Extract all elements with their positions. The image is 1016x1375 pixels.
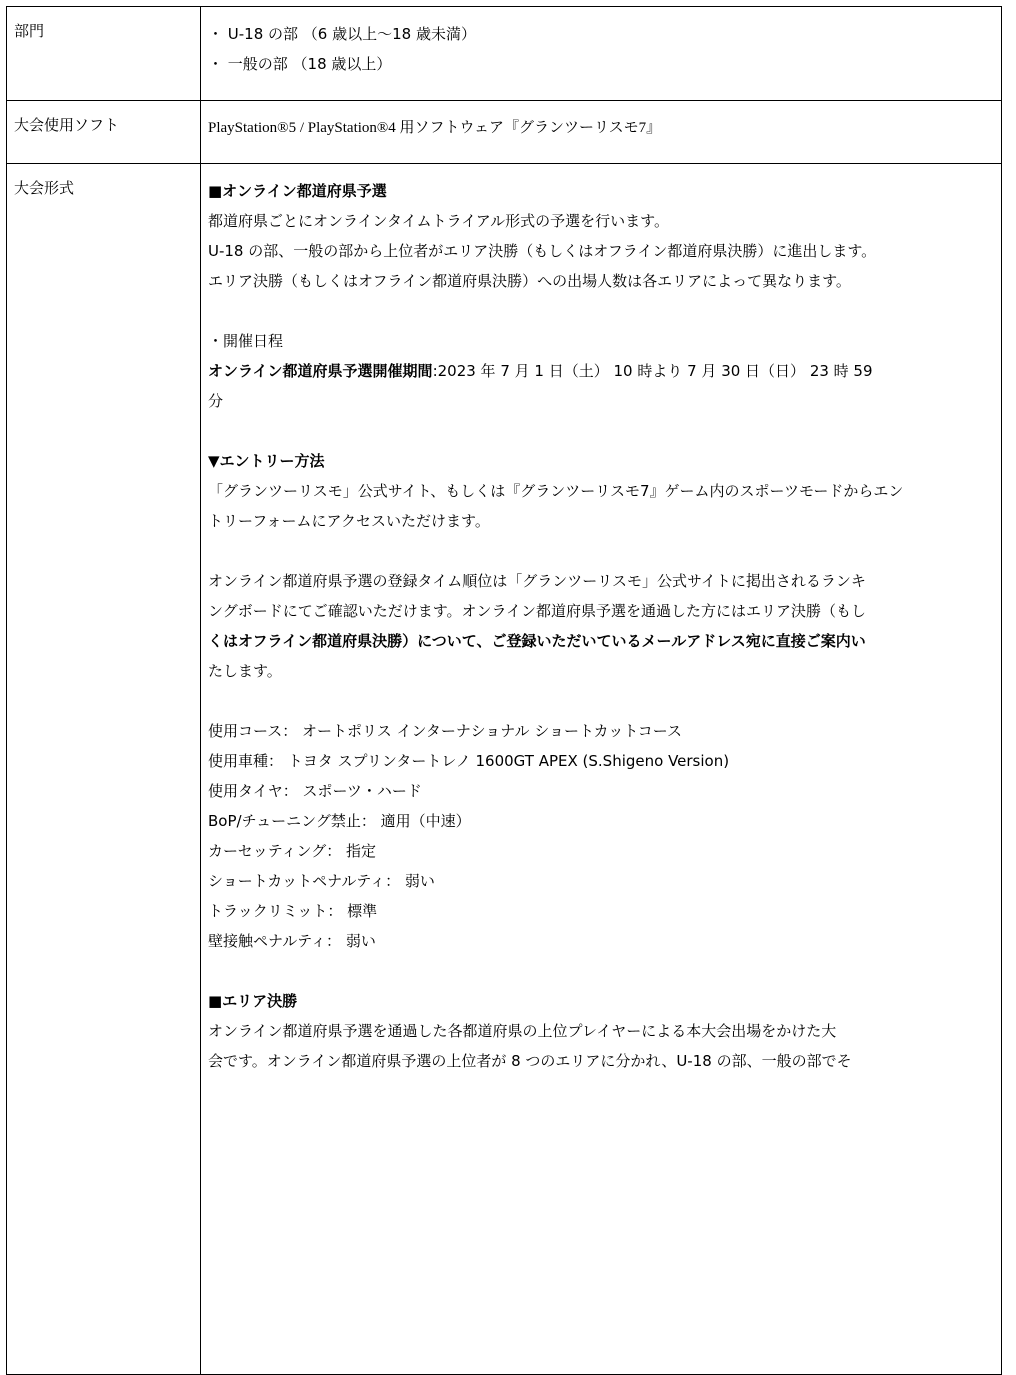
- format-content: [201, 164, 1002, 1375]
- label-software: 大会使用ソフト: [7, 101, 201, 164]
- setting-car: 使用車種： トヨタ スプリンタートレノ 1600GT APEX (S.Shigeno Version): [208, 752, 730, 770]
- schedule-line: [208, 356, 995, 386]
- spacer: [208, 686, 995, 716]
- division-content: [201, 7, 1002, 101]
- setting-bop: BoP/チューニング禁止： 適用（中速）: [208, 812, 471, 830]
- setting-shortcut-penalty: ショートカットペナルティ： 弱い: [208, 872, 435, 890]
- label-format: 大会形式: [7, 164, 201, 1375]
- entry-method-desc-1: 「グランツーリスモ」公式サイト、もしくは『グランツーリスモ7』ゲーム内のスポーツモードからエン: [208, 482, 904, 500]
- area-final-heading: ■エリア決勝: [208, 992, 298, 1010]
- schedule-heading: ・開催日程: [208, 332, 284, 350]
- setting-car-setup: カーセッティング： 指定: [208, 842, 376, 860]
- ranking-desc-3: くはオフライン都道府県決勝）について、ご登録いただいているメールアドレス宛に直接ご案内い: [208, 632, 866, 650]
- area-final-desc-2: 会です。オンライン都道府県予選の上位者が 8 つのエリアに分かれ、U-18 の部、一般の部でそ: [208, 1052, 852, 1070]
- schedule-label: オンライン都道府県予選開催期間: [208, 362, 433, 380]
- ranking-desc-4: たします。: [208, 662, 282, 680]
- table-row-software: [7, 101, 1002, 164]
- online-qualifier-desc-1: 都道府県ごとにオンラインタイムトライアル形式の予選を行います。: [208, 212, 669, 230]
- division-u18: ・ U-18 の部 （6 歳以上～18 歳未満）: [208, 25, 476, 43]
- online-qualifier-desc-2: U-18 の部、一般の部から上位者がエリア決勝（もしくはオフライン都道府県決勝）に進出します。: [208, 242, 877, 260]
- setting-wall-penalty: 壁接触ペナルティ： 弱い: [208, 932, 376, 950]
- area-final-desc-1: オンライン都道府県予選を通過した各都道府県の上位プレイヤーによる本大会出場をかけた大: [208, 1022, 837, 1040]
- setting-course: 使用コース： オートポリス インターナショナル ショートカットコース: [208, 722, 683, 740]
- spacer: [208, 956, 995, 986]
- label-division: 部門: [7, 7, 201, 101]
- entry-method-heading: ▼エントリー方法: [208, 452, 325, 470]
- tournament-info-table: [6, 6, 1002, 1375]
- schedule-value: :2023 年 7 月 1 日（土） 10 時より 7 月 30 日（日） 23 時 59: [432, 362, 873, 380]
- table-row-format: [7, 164, 1002, 1375]
- entry-method-desc-2: トリーフォームにアクセスいただけます。: [208, 512, 490, 530]
- spacer: [208, 296, 995, 326]
- setting-track-limit: トラックリミット： 標準: [208, 902, 378, 920]
- online-qualifier-heading: ■オンライン都道府県予選: [208, 182, 387, 200]
- schedule-value-cont: 分: [208, 392, 224, 410]
- software-content: [201, 101, 1002, 164]
- setting-tires: 使用タイヤ： スポーツ・ハード: [208, 782, 422, 800]
- division-general: ・ 一般の部 （18 歳以上）: [208, 55, 392, 73]
- ranking-desc-2: ングボードにてご確認いただけます。オンライン都道府県予選を通過した方にはエリア決勝（もし: [208, 602, 867, 620]
- ranking-desc-1: オンライン都道府県予選の登録タイム順位は「グランツーリスモ」公式サイトに掲出されるランキ: [208, 572, 866, 590]
- table-row-division: [7, 7, 1002, 101]
- software-name: PlayStation®5 / PlayStation®4 用ソフトウェア『グランツーリスモ7』: [208, 120, 662, 136]
- spacer: [208, 416, 995, 446]
- spacer: [208, 536, 995, 566]
- online-qualifier-desc-3: エリア決勝（もしくはオフライン都道府県決勝）への出場人数は各エリアによって異なります。: [208, 272, 851, 290]
